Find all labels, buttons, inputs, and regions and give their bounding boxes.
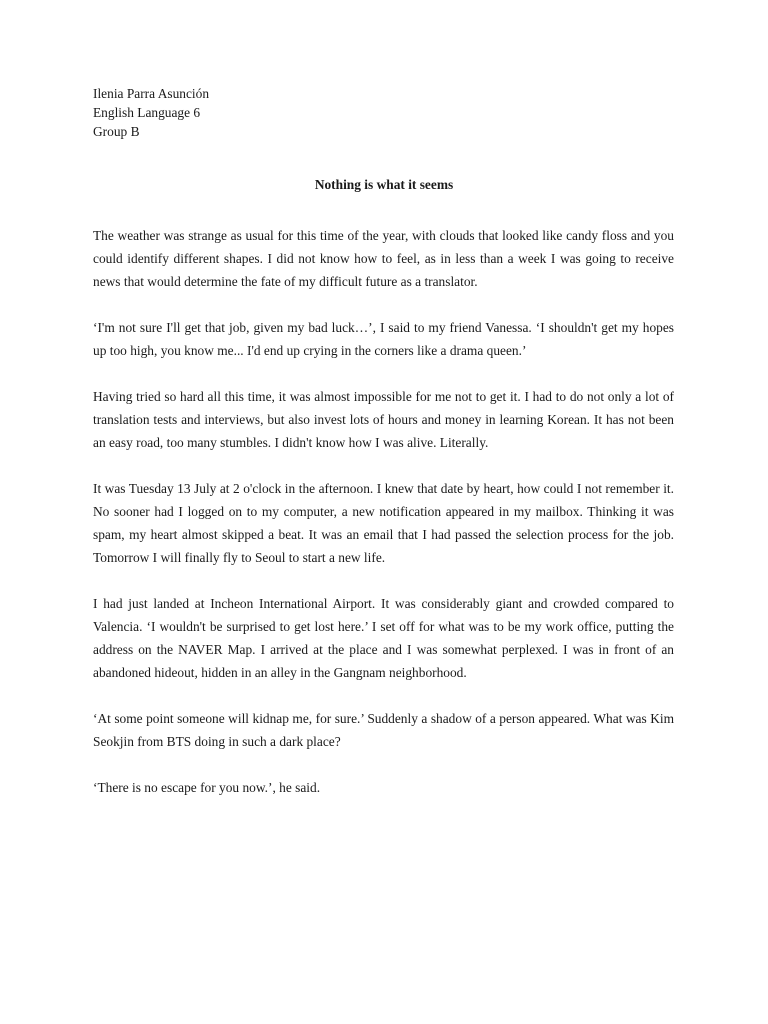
author-name: Ilenia Parra Asunción bbox=[93, 86, 210, 101]
group-name: Group B bbox=[93, 124, 140, 139]
paragraph: Having tried so hard all this time, it was almost impossible for me not to get it. I had to do not only a lot of translation tests and interviews, but also invest lots of hours and money in learning Korean. It has not been an easy road, too many stumbles. I didn't know how I was alive. Literally. bbox=[93, 389, 674, 450]
document-title: Nothing is what it seems bbox=[314, 177, 454, 192]
paragraph: It was Tuesday 13 July at 2 o'clock in the afternoon. I knew that date by heart, how could I not remember it. No sooner had I logged on to my computer, a new notification appeared in my mailbox. Thinking it was spam, my heart almost skipped a beat. It was an email that I had passed the selection process for the job. Tomorrow I will finally fly to Seoul to start a new life. bbox=[93, 481, 674, 565]
paragraph: ‘At some point someone will kidnap me, for sure.’ Suddenly a shadow of a person appeared. What was Kim Seokjin from BTS doing in such a dark place? bbox=[93, 711, 674, 749]
paragraph: ‘I'm not sure I'll get that job, given my bad luck…’, I said to my friend Vanessa. ‘I shouldn't get my hopes up too high, you know me... I'd end up crying in the corners like a drama queen.’ bbox=[93, 320, 674, 358]
document-body bbox=[93, 224, 674, 822]
paragraph: ‘There is no escape for you now.’, he said. bbox=[93, 780, 321, 795]
paragraph: I had just landed at Incheon International Airport. It was considerably giant and crowded compared to Valencia. ‘I wouldn't be surprised to get lost here.’ I set off for what was to be my work office, putting the address on the NAVER Map. I arrived at the place and I was somewhat perplexed. I was in front of an abandoned hideout, hidden in an alley in the Gangnam neighborhood. bbox=[93, 596, 674, 680]
paragraph: The weather was strange as usual for this time of the year, with clouds that looked like candy floss and you could identify different shapes. I did not know how to feel, as in less than a week I was going to receive news that would determine the fate of my difficult future as a translator. bbox=[93, 228, 674, 289]
course-name: English Language 6 bbox=[93, 105, 201, 120]
document-header bbox=[93, 84, 209, 141]
